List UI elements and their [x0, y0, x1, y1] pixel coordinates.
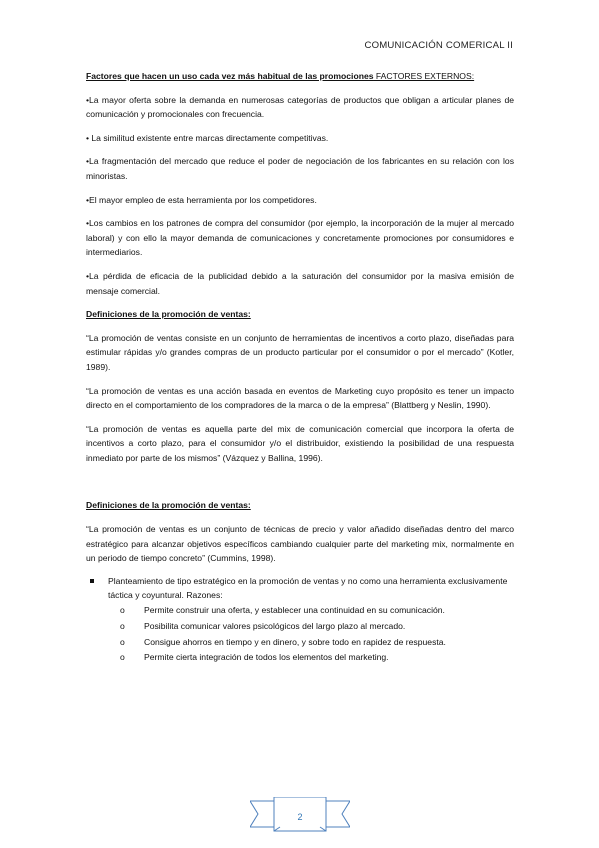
reason-item: [120, 635, 514, 651]
section-heading-definitions-2: Definiciones de la promoción de ventas:: [86, 500, 251, 511]
heading-external-label: FACTORES EXTERNOS:: [373, 71, 475, 81]
definition-quote-cummins: “La promoción de ventas es un conjunto de técnicas de precio y valor añadido diseñadas dentro del marco estratégico para alcanzar objetivos específicos cambiando cualquier parte del marketing mix, normalmente en un periodo de tiempo concreto” (Cummins, 1998).: [86, 524, 514, 564]
reason-text: Permite construir una oferta, y establecer una continuidad en su comunicación.: [144, 605, 445, 616]
reason-item: [120, 650, 514, 666]
section-heading-external-factors: [86, 69, 514, 84]
running-header: COMUNICACIÓN COMERICAL II: [364, 40, 513, 51]
strategic-approach-item: [86, 574, 514, 666]
reasons-sublist: [108, 603, 514, 666]
strategic-approach-text: Planteamiento de tipo estratégico en la promoción de ventas y no como una herramienta exclusivamente táctica y coyuntural. Razones:: [108, 575, 508, 601]
circle-bullet-icon: o: [120, 636, 125, 647]
reason-item: [120, 619, 514, 635]
definition-quote-vazquez: “La promoción de ventas es aquella parte del mix de comunicación comercial que incorpora la oferta de incentivos a corto plazo, para el consumidor y/o el distribuidor, existiendo la posibilidad de una respuesta inmediato por parte de los mismos” (Vázquez y Ballina, 1996).: [86, 423, 514, 463]
square-bullet-icon: [90, 579, 94, 583]
reason-text: Posibilita comunicar valores psicológicos del largo plazo al mercado.: [144, 620, 406, 631]
page-content: [86, 69, 514, 666]
reason-item: [120, 603, 514, 619]
reason-text: Permite cierta integración de todos los elementos del marketing.: [144, 652, 389, 663]
factor-item: •La pérdida de eficacia de la publicidad debido a la saturación del consumidor por la masiva emisión de mensaje comercial.: [86, 270, 514, 296]
factor-item: •La mayor oferta sobre la demanda en numerosas categorías de productos que obligan a articular planes de comunicación y promocionales con frecuencia.: [86, 94, 514, 120]
definition-quote-blattberg: “La promoción de ventas es una acción basada en eventos de Marketing cuyo propósito es tener un impacto directo en el comportamiento de los compradores de la marca o de la empresa” (Blattberg y Neslin, 1990).: [86, 385, 514, 411]
factor-item: • La similitud existente entre marcas directamente competitivas.: [86, 132, 329, 143]
factor-item: •La fragmentación del mercado que reduce el poder de negociación de los fabricantes en su relación con los minoristas.: [86, 156, 514, 181]
heading-bold-text: Factores que hacen un uso cada vez más habitual de las promociones: [86, 71, 374, 81]
factor-item: •El mayor empleo de esta herramienta por los competidores.: [86, 194, 317, 205]
definition-quote-kotler: “La promoción de ventas consiste en un conjunto de herramientas de incentivos a corto plazo, diseñadas para estimular rápidas y/o grandes compras de un producto particular por el consumidor o por el mercado” (Kotler, 1989).: [86, 332, 514, 372]
factor-item: •Los cambios en los patrones de compra del consumidor (por ejemplo, la incorporación de la mujer al mercado laboral) y con ello la mayor demanda de comunicaciones y concretamente promociones por consumidores e intermediarios.: [86, 218, 514, 258]
circle-bullet-icon: o: [120, 620, 125, 631]
strategic-approach-list: [86, 574, 514, 666]
circle-bullet-icon: o: [120, 652, 125, 663]
section-heading-definitions: Definiciones de la promoción de ventas:: [86, 309, 251, 320]
page-number-ribbon: [250, 797, 350, 837]
page-number: 2: [297, 812, 303, 822]
circle-bullet-icon: o: [120, 605, 125, 616]
reason-text: Consigue ahorros en tiempo y en dinero, y sobre todo en rapidez de respuesta.: [144, 636, 446, 647]
